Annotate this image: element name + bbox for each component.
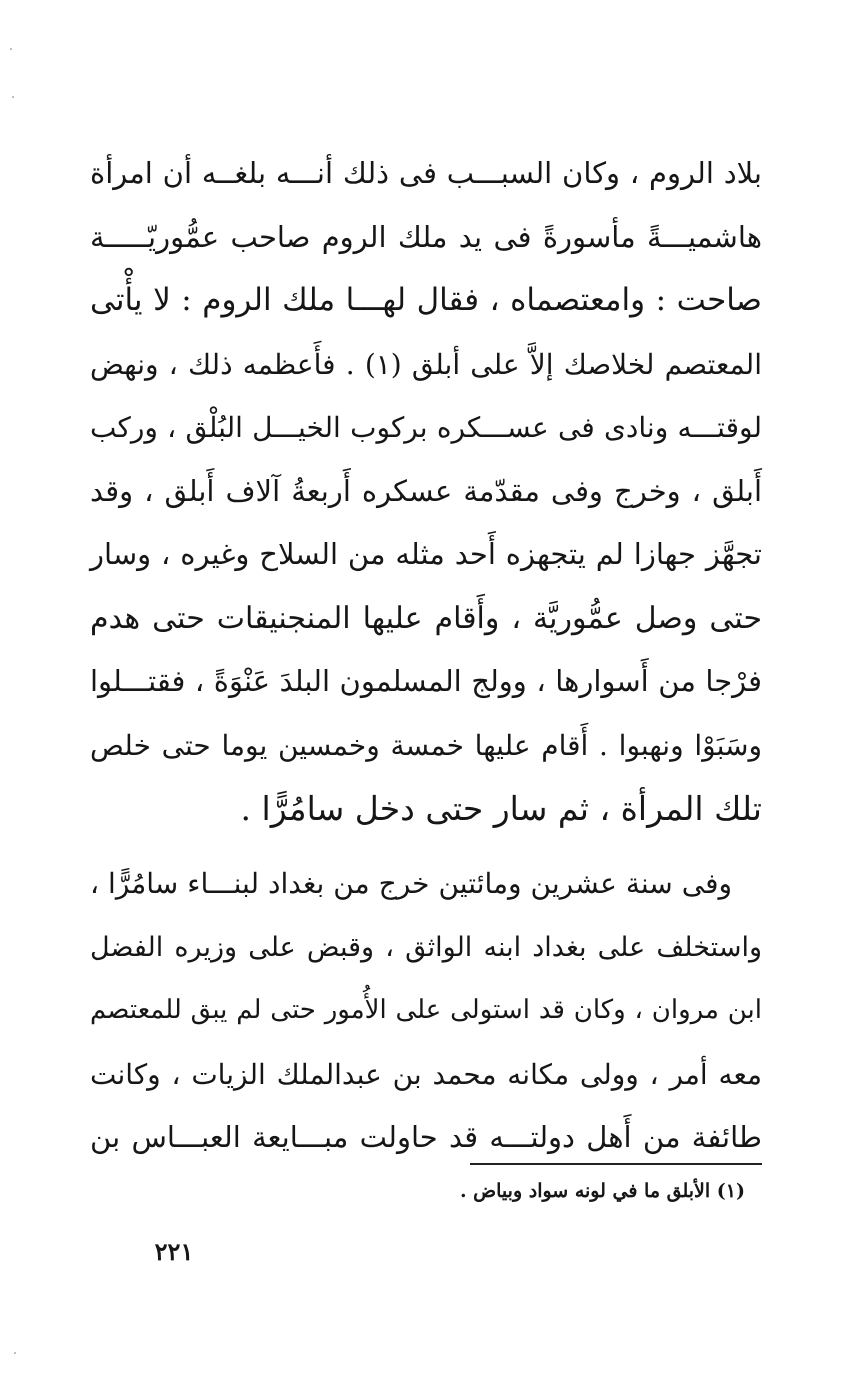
page-number: ٢٢١ — [154, 1237, 194, 1266]
text-line: معه أمر ، وولى مكانه محمد بن عبدالملك الزيات ، وكانت — [90, 1057, 762, 1091]
text-line: حتى وصل عمُّوريَّة ، وأَقام عليها المنجنيقات حتى هدم — [90, 600, 762, 636]
text-line: ابن مروان ، وكان قد استولى على الأُمور حتى لم يبق للمعتصم — [90, 995, 762, 1025]
margin-speck — [14, 1352, 16, 1354]
text-line: هاشميـــةً مأسورةً فى يد ملك الروم صاحب عمُّوريّـــــة — [90, 219, 762, 254]
text-line: لوقتـــه ونادى فى عســـكره بركوب الخيـــل البُلْق ، وركب — [90, 411, 762, 444]
text-line: بلاد الروم ، وكان السبـــب فى ذلك أنـــه بلغــه أن امرأة — [90, 156, 762, 190]
text-line: طائفة من أَهل دولتـــه قد حاولت مبـــايعة العبـــاس بن — [90, 1120, 762, 1154]
text-line: صاحت : وامعتصماه ، فقال لهـــا ملك الروم : لا يأْتى — [90, 282, 762, 318]
paragraph-1 — [90, 142, 762, 841]
paragraph-2 — [90, 852, 762, 1170]
text-line: وفى سنة عشرين ومائتين خرج من بغداد لبنـــاء سامُرًّا ، — [90, 867, 732, 900]
text-line: فرْجا من أَسوارها ، وولج المسلمون البلدَ عَنْوَةً ، فقتـــلوا — [90, 664, 762, 698]
margin-speck — [12, 96, 14, 98]
margin-speck — [10, 48, 12, 50]
text-line: المعتصم لخلاصك إلاَّ على أبلق (١) . فأَعظمه ذلك ، ونهض — [90, 347, 762, 381]
text-line: واستخلف على بغداد ابنه الواثق ، وقبض على وزيره الفضل — [90, 931, 762, 963]
text-line: تلك المرأة ، ثم سار حتى دخل سامُرًّا . — [240, 789, 762, 828]
footnote: (١) الأبلق ما في لونه سواد وبياض . — [459, 1180, 745, 1202]
footnote-divider — [470, 1163, 762, 1165]
text-line: تجهَّز جهازا لم يتجهزه أَحد مثله من السلاح وغيره ، وسار — [90, 537, 762, 571]
text-line: أَبلق ، وخرج وفى مقدّمة عسكره أَربعةُ آلاف أَبلق ، وقد — [90, 473, 762, 508]
text-line: وسَبَوْا ونهبوا . أَقام عليها خمسة وخمسين يوما حتى خلص — [90, 728, 762, 762]
